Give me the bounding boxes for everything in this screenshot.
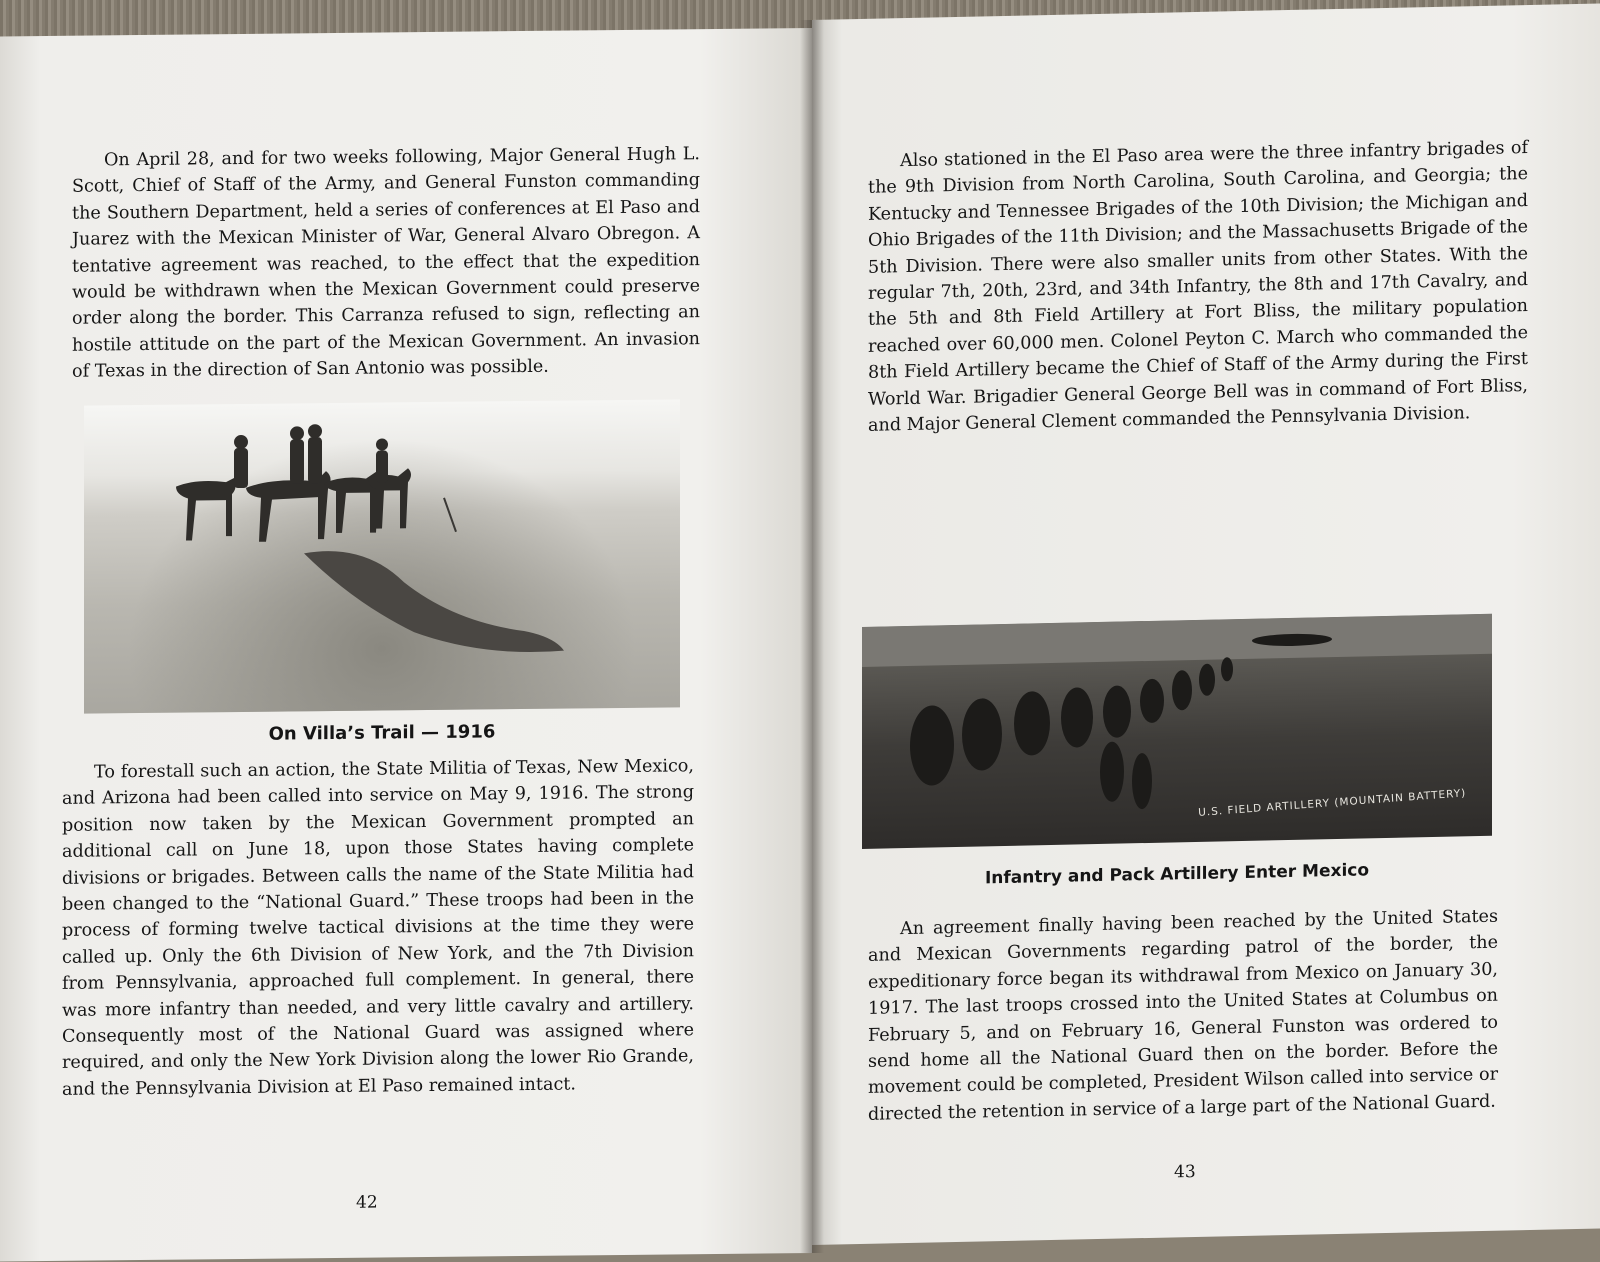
troops-illustration (862, 614, 1492, 849)
left-photo-caption: On Villa’s Trail — 1916 (268, 721, 496, 745)
left-page-number: 42 (356, 1192, 378, 1213)
book-spine-shadow (800, 20, 824, 1253)
left-page (0, 28, 812, 1262)
right-paragraph-2 (868, 904, 1498, 1128)
right-paragraph-1 (868, 135, 1528, 439)
pack-artillery-photo (862, 614, 1492, 849)
left-paragraph-1-text: On April 28, and for two weeks following, Major General Hugh L. Scott, Chief of Staff of the Army, and General Funston commanding the Southern Department, held a series of conferences at El Paso and Juarez with the Mexican Minister of War, General Alvaro Obregon. A tentative agreement was reached, to the effect that the expedition would be withdrawn when the Mexican Government could preserve order along the border. This Carranza refused to sign, reflecting an hostile attitude on the part of the Mexican Government. An invasion of Texas in the direction of San Antonio was possible. (72, 144, 700, 382)
right-page (812, 3, 1600, 1245)
right-page-number: 43 (1174, 1161, 1196, 1183)
right-paragraph-2-text: An agreement finally having been reached by the United States and Mexican Governments regarding patrol of the border, the expeditionary force began its withdrawal from Mexico on January 30, 1917. The last troops crossed into the United States at Columbus on February 5, and on February 16, General Funston was ordered to send home all the National Guard then on the border. Before the movement could be completed, President Wilson called into service or directed the retention in service of a large part of the National Guard. (868, 906, 1498, 1125)
photo-stamp: U.S. FIELD ARTILLERY (MOUNTAIN BATTERY) (1197, 787, 1467, 819)
left-paragraph-1 (72, 141, 700, 385)
left-paragraph-2-text: To forestall such an action, the State Militia of Texas, New Mexico, and Arizona had been called into service on May 9, 1916. The strong position now taken by the Mexican Government prompted an additional call on June 18, upon those States having complete divisions or brigades. Between calls the name of the State Militia had been changed to the “National Guard.” These troops had been in the process of forming twelve tactical divisions at the time they were called up. Only the 6th Division of New York, and the 7th Division from Pennsylvania, approached full complement. In general, there was more infantry than needed, and very little cavalry and artillery. Consequently most of the National Guard was assigned where required, and only the New York Division along the lower Rio Grande, and the Pennsylvania Division at El Paso remained intact. (62, 756, 694, 1100)
horsemen-group (176, 422, 564, 656)
right-paragraph-1-text: Also stationed in the El Paso area were the three infantry brigades of the 9th Division from North Carolina, South Carolina, and Georgia; the Kentucky and Tennessee Brigades of the 10th Division; the Michigan and Ohio Brigades of the 11th Division; and the Massachusetts Brigade of the 5th Division. There were also smaller units from other States. With the regular 7th, 20th, 23rd, and 34th Infantry, the 8th and 17th Cavalry, and the 5th and 8th Field Artillery at Fort Bliss, the military population reached over 60,000 men. Colonel Peyton C. March who commanded the 8th Field Artillery became the Chief of Staff of the Army during the First World War. Brigadier General George Bell was in command of Fort Bliss, and Major General Clement commanded the Pennsylvania Division. (868, 138, 1528, 436)
right-photo-caption: Infantry and Pack Artillery Enter Mexico (984, 860, 1370, 889)
stick-mark (444, 498, 456, 532)
horsemen-illustration (84, 399, 680, 713)
villas-trail-photo (84, 399, 680, 713)
left-paragraph-2 (62, 753, 694, 1103)
sky-band (862, 614, 1492, 667)
